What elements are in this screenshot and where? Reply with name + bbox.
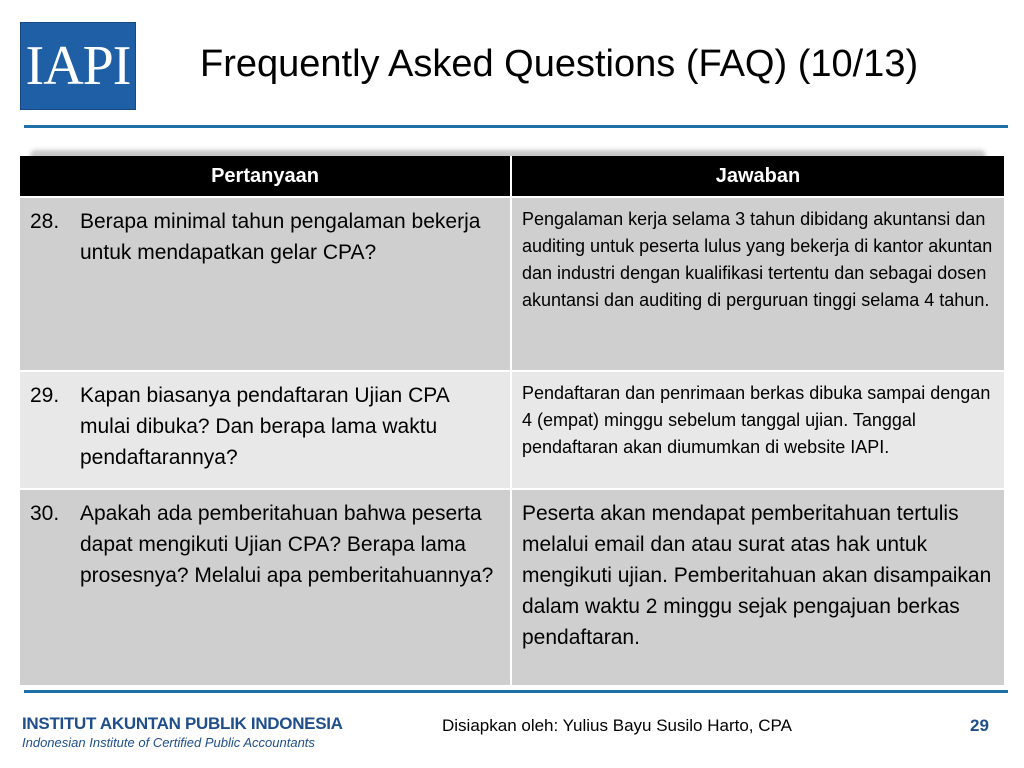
slide-title: Frequently Asked Questions (FAQ) (10/13) [200, 43, 919, 85]
column-header-jawaban: Jawaban [511, 156, 1004, 197]
header-divider [24, 125, 1008, 128]
question-text: Apakah ada pemberitahuan bahwa peserta dapat mengikuti Ujian CPA? Berapa lama prosesnya? Melalui apa pemberitahuannya? [80, 502, 494, 587]
logo-text: IAPI [25, 35, 131, 97]
answer-text: Pengalaman kerja selama 3 tahun dibidang akuntansi dan auditing untuk peserta lulus yang bekerja di kantor akuntan dan industri dengan kualifikasi tertentu dan sebagai dosen akuntansi dan auditing di perguruan tinggi selama 4 tahun. [522, 209, 993, 310]
page-number: 29 [970, 716, 989, 735]
question-number: 28. [30, 210, 60, 233]
table-row [20, 489, 1004, 685]
question-number: 30. [30, 502, 60, 525]
faq-table [20, 156, 1004, 685]
answer-cell [511, 197, 1004, 371]
answer-text: Pendaftaran dan penrimaan berkas dibuka sampai dengan 4 (empat) minggu sebelum tanggal ujian. Tanggal pendaftaran akan diumumkan di website IAPI. [522, 383, 991, 457]
footer-org-subtitle: Indonesian Institute of Certified Public Accountants [22, 735, 315, 750]
answer-text: Peserta akan mendapat pemberitahuan tertulis melalui email dan atau surat atas hak untuk mengikuti ujian. Pemberitahuan akan disampaikan dalam waktu 2 minggu sejak pengajuan berkas pendaftaran. [522, 502, 992, 649]
table-header-row [20, 156, 1004, 197]
footer-org-name: INSTITUT AKUNTAN PUBLIK INDONESIA [22, 714, 343, 733]
footer-credit: Disiapkan oleh: Yulius Bayu Susilo Harto, CPA [442, 716, 792, 735]
answer-cell [511, 371, 1004, 489]
question-text: Berapa minimal tahun pengalaman bekerja untuk mendapatkan gelar CPA? [80, 210, 481, 264]
answer-cell [511, 489, 1004, 685]
table-row [20, 197, 1004, 371]
iapi-logo [20, 22, 136, 110]
footer-divider [24, 690, 1008, 693]
question-cell [20, 371, 511, 489]
question-cell [20, 197, 511, 371]
question-cell [20, 489, 511, 685]
question-text: Kapan biasanya pendaftaran Ujian CPA mulai dibuka? Dan berapa lama waktu pendaftarannya? [80, 384, 449, 469]
table-row [20, 371, 1004, 489]
column-header-pertanyaan: Pertanyaan [20, 156, 511, 197]
question-number: 29. [30, 384, 60, 407]
